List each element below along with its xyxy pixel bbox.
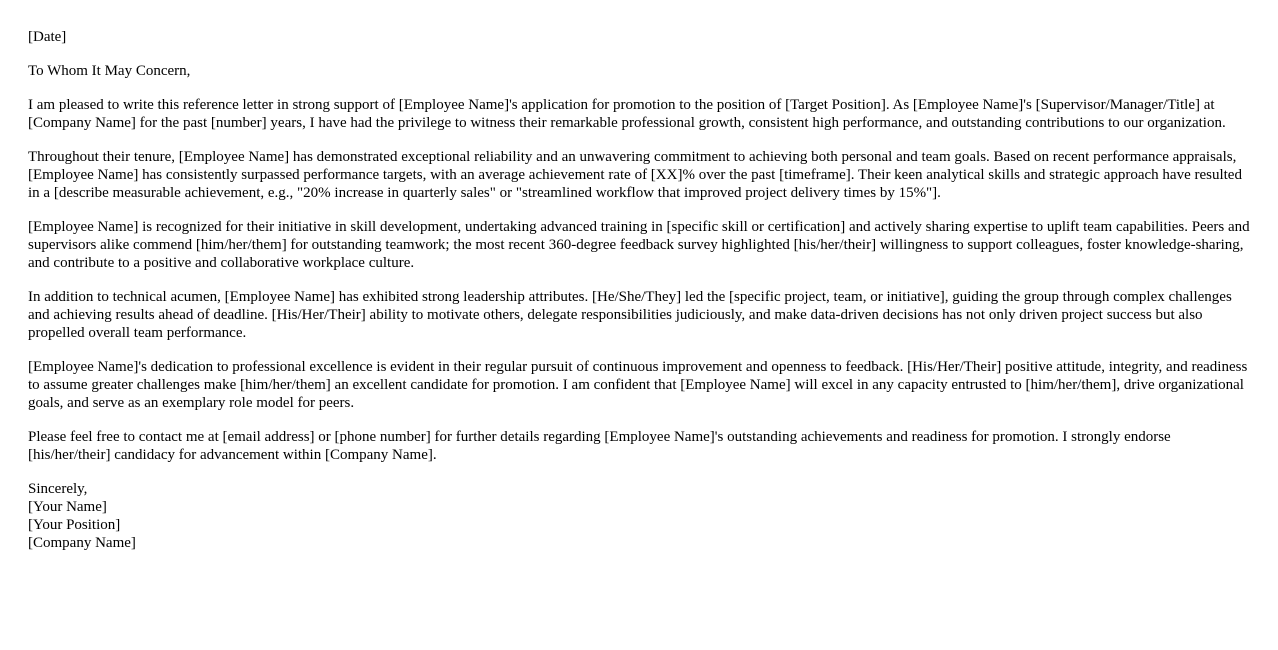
signature-block: [28, 480, 1250, 552]
letter-salutation: To Whom It May Concern,: [28, 63, 191, 79]
signer-position: [Your Position]: [28, 517, 121, 533]
letter-closing: Sincerely,: [28, 481, 88, 497]
letter-paragraph-4: In addition to technical acumen, [Employee Name] has exhibited strong leadership attributes. [He/She/They] led the [specific project, team, or initiative], guiding the group through complex challenges and achieving results ahead of deadline. [His/Her/Their] ability to motivate others, delegate responsibilities judiciously, and make data-driven decisions has not only driven project success but also propelled overall team performance.: [28, 289, 1232, 341]
letter-paragraph-2: Throughout their tenure, [Employee Name] has demonstrated exceptional reliability and an unwavering commitment to achieving both personal and team goals. Based on recent performance appraisals, [Employee Name] has consistently surpassed performance targets, with an average achievement rate of [XX]% over the past [timeframe]. Their keen analytical skills and strategic approach have resulted in a [describe measurable achievement, e.g., "20% increase in quarterly sales" or "streamlined workflow that improved project delivery times by 15%"].: [28, 149, 1242, 201]
reference-letter: [28, 28, 1250, 552]
letter-paragraph-3: [Employee Name] is recognized for their initiative in skill development, undertaking advanced training in [specific skill or certification] and actively sharing expertise to uplift team capabilities. Peers and supervisors alike commend [him/her/them] for outstanding teamwork; the most recent 360-degree feedback survey highlighted [his/her/their] willingness to support colleagues, foster knowledge-sharing, and contribute to a positive and collaborative workplace culture.: [28, 219, 1250, 271]
letter-date: [Date]: [28, 29, 67, 45]
signer-name: [Your Name]: [28, 499, 107, 515]
letter-paragraph-1: I am pleased to write this reference letter in strong support of [Employee Name]'s application for promotion to the position of [Target Position]. As [Employee Name]'s [Supervisor/Manager/Title] at [Company Name] for the past [number] years, I have had the privilege to witness their remarkable professional growth, consistent high performance, and outstanding contributions to our organization.: [28, 97, 1226, 131]
signer-company: [Company Name]: [28, 535, 136, 551]
letter-paragraph-6: Please feel free to contact me at [email address] or [phone number] for further details regarding [Employee Name]'s outstanding achievements and readiness for promotion. I strongly endorse [his/her/their] candidacy for advancement within [Company Name].: [28, 429, 1171, 463]
letter-paragraph-5: [Employee Name]'s dedication to professional excellence is evident in their regular pursuit of continuous improvement and openness to feedback. [His/Her/Their] positive attitude, integrity, and readiness to assume greater challenges make [him/her/them] an excellent candidate for promotion. I am confident that [Employee Name] will excel in any capacity entrusted to [him/her/them], drive organizational goals, and serve as an exemplary role model for peers.: [28, 359, 1248, 411]
